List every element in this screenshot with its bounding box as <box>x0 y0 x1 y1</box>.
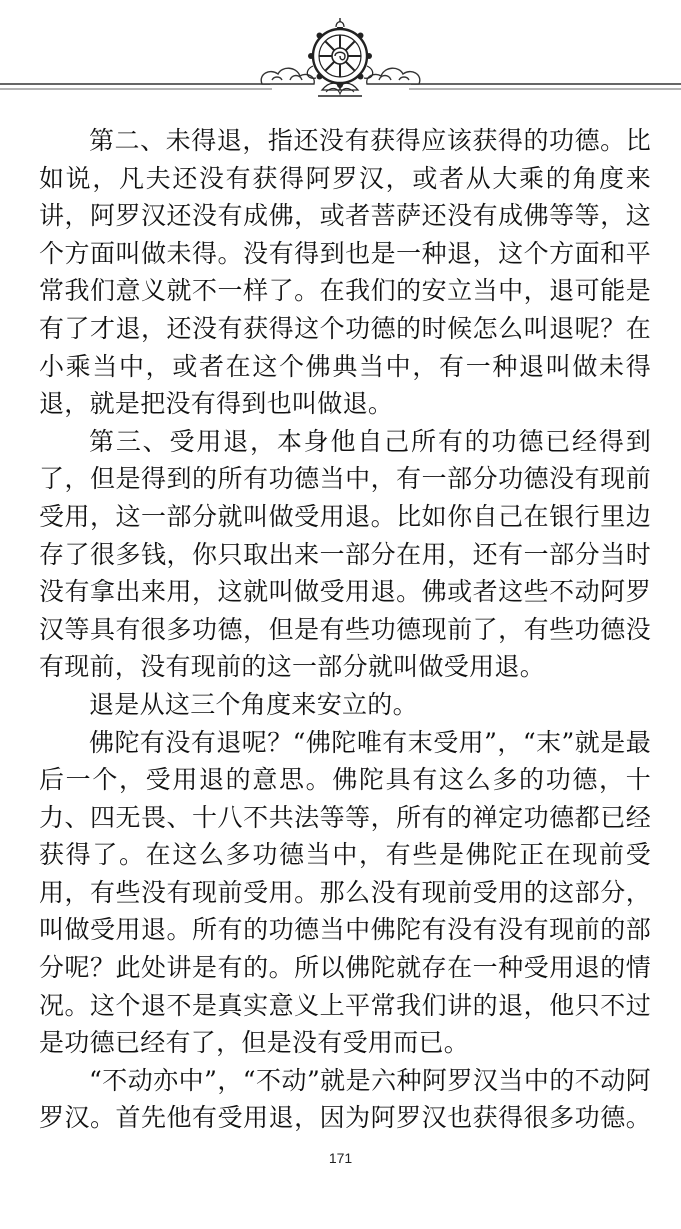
page-body <box>39 122 651 1137</box>
paragraph-three-aspects: 退是从这三个角度来安立的。 <box>89 689 418 719</box>
cloud-scroll-icon <box>261 68 314 84</box>
dharma-wheel-icon <box>307 18 372 96</box>
page-header-ornament <box>0 0 681 108</box>
paragraph-weide-tui: 第二、未得退，指还没有获得应该获得的功德。比如说，凡夫还没有获得阿罗汉，或者从大乘的角度来讲，阿罗汉还没有成佛，或者菩萨还没有成佛等等，这个方面叫做未得。没有得到也是一种退，这个方面和平常我们意义就不一样了。在我们的安立当中，退可能是有了才退，还没有获得这个功德的时候怎么叫退呢？在小乘当中，或者在这个佛典当中，有一种退叫做未得退，就是把没有得到也叫做退。 <box>39 126 651 419</box>
page-number: 171 <box>328 1150 353 1166</box>
cloud-scroll-icon <box>367 68 420 84</box>
paragraph-shouyong-tui: 第三、受用退，本身他自己所有的功德已经得到了，但是得到的所有功德当中，有一部分功德没有现前受用，这一部分就叫做受用退。比如你自己在银行里边存了很多钱，你只取出来一部分在用，还有一部分当时没有拿出来用，这就叫做受用退。佛或者这些不动阿罗汉等具有很多功德，但是有些功德现前了，有些功德没有现前，没有现前的这一部分就叫做受用退。 <box>39 426 651 682</box>
header-rule-right <box>409 84 681 89</box>
header-rule-left <box>0 84 272 89</box>
paragraph-budong-arhat: “不动亦中”，“不动”就是六种阿罗汉当中的不动阿罗汉。首先他有受用退，因为阿罗汉也获得很多功德。 <box>39 1065 651 1133</box>
paragraph-buddha-tui: 佛陀有没有退呢？“佛陀唯有末受用”，“末”就是最后一个，受用退的意思。佛陀具有这么多的功德，十力、四无畏、十八不共法等等，所有的禅定功德都已经获得了。在这么多功德当中，有些是佛陀正在现前受用，有些没有现前受用。那么没有现前受用的这部分，叫做受用退。所有的功德当中佛陀有没有没有现前的部分呢？此处讲是有的。所以佛陀就存在一种受用退的情况。这个退不是真实意义上平常我们讲的退，他只不过是功德已经有了，但是没有受用而已。 <box>39 727 651 1058</box>
